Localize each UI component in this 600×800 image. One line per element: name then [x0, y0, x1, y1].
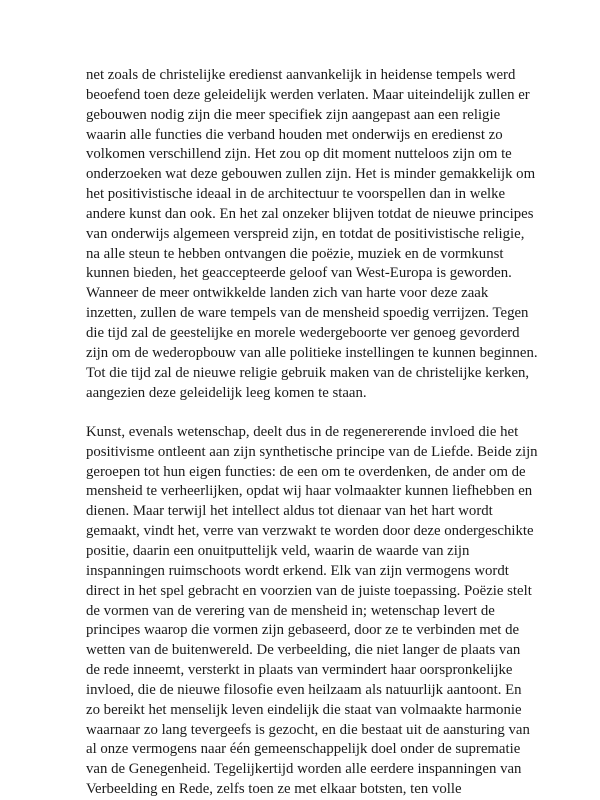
text-line: van de Genegenheid. Tegelijkertijd worden alle eerdere inspanningen van [86, 761, 522, 778]
text-line: net zoals de christelijke eredienst aanvankelijk in heidense tempels werd [86, 67, 516, 83]
text-line: de rede inneemt, versterkt in plaats van vermindert haar oorspronkelijke [86, 662, 513, 679]
text-line: invloed, die de nieuwe filosofie even heilzaam als natuurlijk aantoont. En [86, 681, 522, 698]
text-line: wetten van de buitenwereld. De verbeelding, die niet langer de plaats van [86, 642, 521, 659]
text-line: dienen. Maar terwijl het intellect aldus tot dienaar van het hart wordt [86, 503, 493, 520]
text-line: principes waarop die vormen zijn gebaseerd, door ze te verbinden met de [86, 622, 520, 639]
paragraph-spacer [86, 403, 526, 423]
text-line: onderzoeken wat deze gebouwen zullen zijn. Het is minder gemakkelijk om [86, 166, 536, 183]
paragraph [86, 423, 538, 800]
text-line: gebouwen nodig zijn die meer specifiek zijn aangepast aan een religie [86, 106, 501, 123]
text-line: volkomen verschillend zijn. Het zou op dit moment nutteloos zijn om te [86, 146, 512, 163]
text-line: Verbeelding en Rede, zelfs toen ze met elkaar botsten, ten volle [86, 781, 462, 798]
text-line: positie, daarin een onuitputtelijk veld, waarin de waarde van zijn [86, 543, 470, 559]
text-line: direct in het spel gebracht en voorzien van de juiste toepassing. Poëzie stelt [86, 582, 532, 599]
text-line: zijn om de wederopbouw van alle politieke instellingen te kunnen beginnen. [86, 344, 538, 361]
text-line: beoefend toen deze geleidelijk werden verlaten. Maar uiteindelijk zullen er [86, 86, 530, 103]
document-page [86, 66, 538, 800]
text-line: al onze vermogens naar één gemeenschappelijk doel onder de suprematie [86, 741, 521, 758]
text-line: kunnen bieden, het geaccepteerde geloof van West-Europa is geworden. [86, 265, 512, 282]
text-line: inzetten, zullen de ware tempels van de mensheid spoedig verrijzen. Tegen [86, 305, 529, 322]
text-line: andere kunst dan ook. En het zal onzeker blijven totdat de nieuwe principes [86, 205, 534, 222]
text-line: inspanningen ruimschoots wordt erkend. Elk van zijn vermogens wordt [86, 562, 509, 579]
text-line: Kunst, evenals wetenschap, deelt dus in de regenererende invloed die het [86, 423, 519, 440]
text-line: het positivistische ideaal in de architectuur te voorspellen dan in welke [86, 186, 506, 203]
text-line: aangezien deze geleidelijk leeg komen te staan. [86, 384, 367, 401]
text-line: Tot die tijd zal de nieuwe religie gebruik maken van de christelijke kerken, [86, 364, 530, 381]
paragraph [86, 66, 538, 403]
text-line: de vormen van de verering van de mensheid in; wetenschap levert de [86, 602, 495, 619]
text-line: gemaakt, vindt het, verre van verzwakt te worden door deze ondergeschikte [86, 523, 534, 540]
text-line: waarnaar zo lang tevergeefs is gezocht, en die bestaat uit de aansturing van [86, 721, 530, 738]
text-line: na alle steun te hebben ontvangen die poëzie, muziek en de vormkunst [86, 245, 504, 262]
text-line: mensheid te verheerlijken, opdat wij haar volmaakter kunnen liefhebben en [86, 483, 533, 500]
text-line: Wanneer de meer ontwikkelde landen zich van harte voor deze zaak [86, 285, 489, 302]
text-line: zo bereikt het menselijk leven eindelijk die staat van volmaakte harmonie [86, 701, 522, 718]
text-line: waarin alle functies die verband houden met onderwijs en eredienst zo [86, 126, 503, 143]
text-line: geroepen tot hun eigen functies: de een om te overdenken, de ander om de [86, 463, 526, 480]
text-line: die tijd zal de geestelijke en morele wedergeboorte ver genoeg gevorderd [86, 324, 520, 341]
text-line: positivisme ontleent aan zijn synthetische principe van de Liefde. Beide zijn [86, 443, 538, 460]
text-line: van onderwijs algemeen verspreid zijn, en totdat de positivistische religie, [86, 225, 525, 242]
